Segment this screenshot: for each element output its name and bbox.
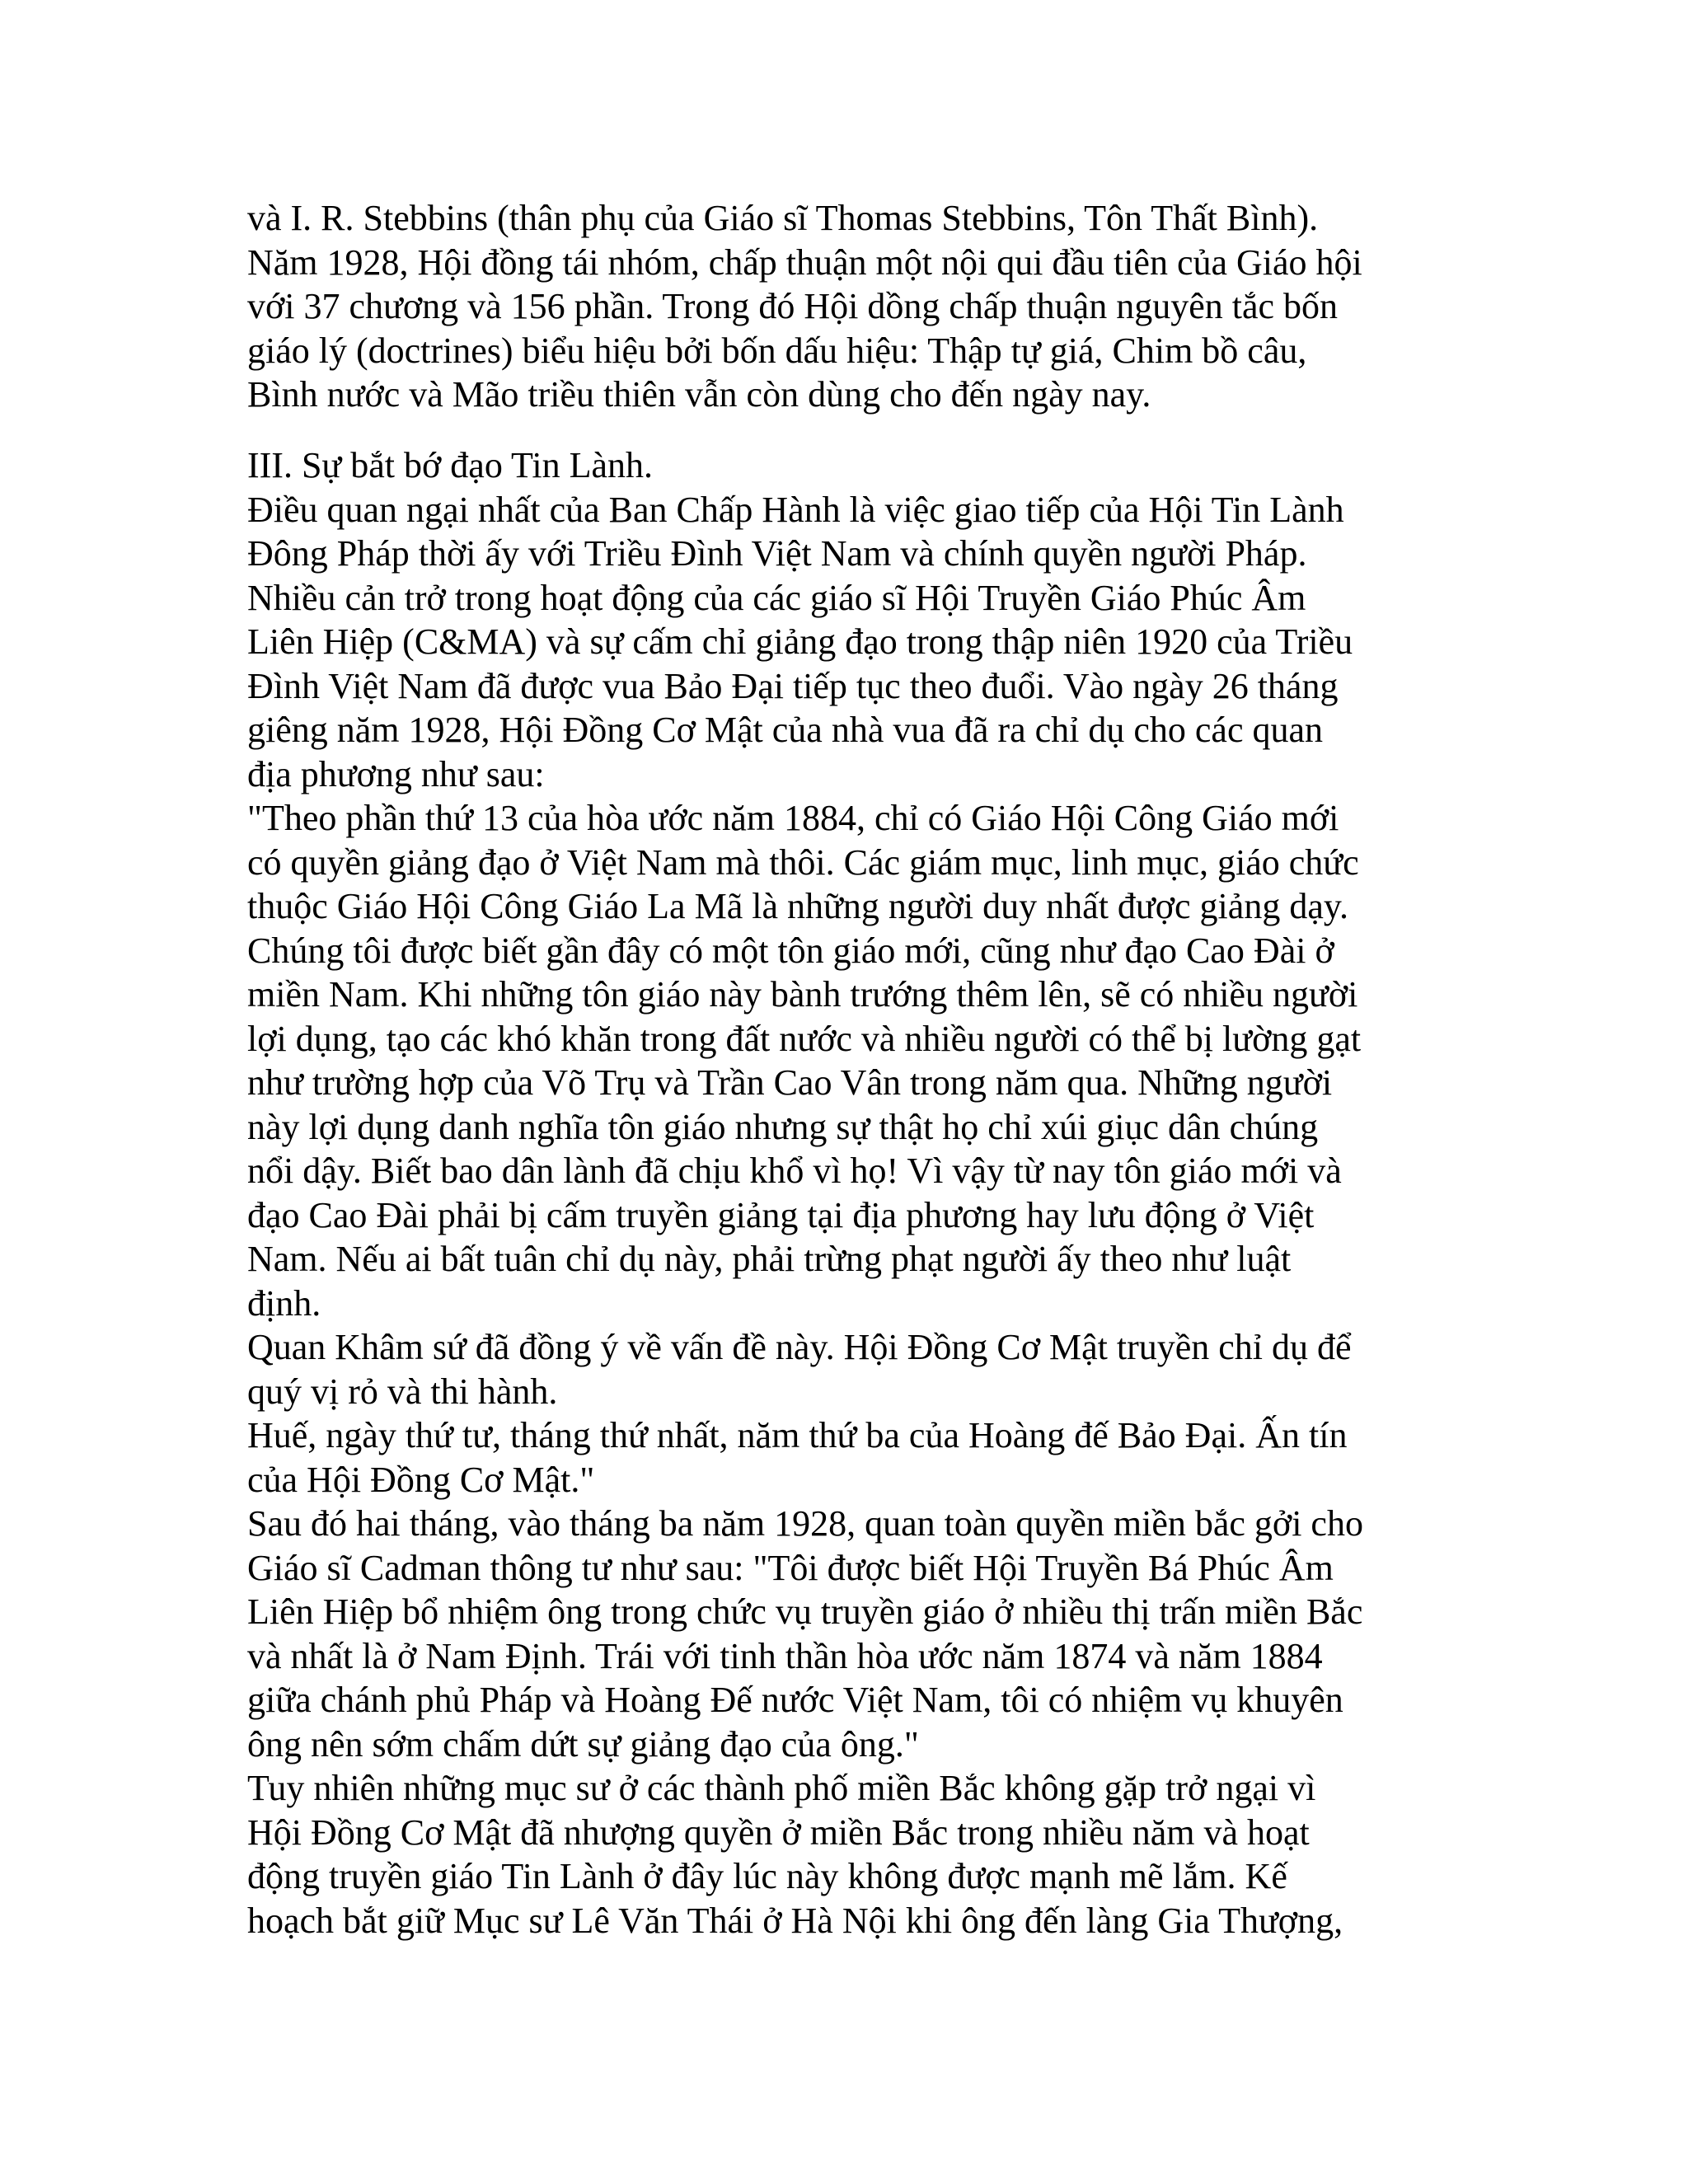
text-line: đạo Cao Đài phải bị cấm truyền giảng tại địa phương hay lưu động ở Việt: [247, 1194, 1315, 1235]
text-line: Đông Pháp thời ấy với Triều Đình Việt Nam và chính quyền người Pháp.: [247, 533, 1307, 574]
text-line: Năm 1928, Hội đồng tái nhóm, chấp thuận một nội qui đầu tiên của Giáo hội: [247, 241, 1362, 283]
text-line: Điều quan ngại nhất của Ban Chấp Hành là việc giao tiếp của Hội Tin Lành: [247, 489, 1344, 530]
text-line: này lợi dụng danh nghĩa tôn giáo nhưng sự thật họ chỉ xúi giục dân chúng: [247, 1106, 1319, 1147]
text-line: Nam. Nếu ai bất tuân chỉ dụ này, phải trừng phạt người ấy theo như luật: [247, 1239, 1292, 1279]
paragraph-stebbins-council: [247, 196, 1451, 417]
text-line: Hội Đồng Cơ Mật đã nhượng quyền ở miền Bắc trong nhiều năm và hoạt: [247, 1811, 1310, 1853]
text-line: nổi dậy. Biết bao dân lành đã chịu khổ vì họ! Vì vậy từ nay tôn giáo mới và: [247, 1151, 1342, 1191]
text-line: giữa chánh phủ Pháp và Hoàng Đế nước Việt Nam, tôi có nhiệm vụ khuyên: [247, 1680, 1343, 1720]
text-line: Chúng tôi được biết gần đây có một tôn giáo mới, cũng như đạo Cao Đài ở: [247, 930, 1334, 971]
text-line: Quan Khâm sứ đã đồng ý về vấn đề này. Hội Đồng Cơ Mật truyền chỉ dụ để: [247, 1327, 1352, 1367]
text-line: Bình nước và Mão triều thiên vẫn còn dùng cho đến ngày nay.: [247, 374, 1151, 415]
text-line: giáo lý (doctrines) biểu hiệu bởi bốn dấu hiệu: Thập tự giá, Chim bồ câu,: [247, 330, 1307, 371]
text-line: của Hội Đồng Cơ Mật.": [247, 1459, 595, 1500]
text-line: hoạch bắt giữ Mục sư Lê Văn Thái ở Hà Nội khi ông đến làng Gia Thượng,: [247, 1900, 1343, 1941]
text-line: và I. R. Stebbins (thân phụ của Giáo sĩ Thomas Stebbins, Tôn Thất Bình).: [247, 198, 1319, 238]
text-line: ông nên sớm chấm dứt sự giảng đạo của ông.": [247, 1723, 919, 1765]
text-line: thuộc Giáo Hội Công Giáo La Mã là những người duy nhất được giảng dạy.: [247, 886, 1348, 926]
text-line: động truyền giáo Tin Lành ở đây lúc này không được mạnh mẽ lắm. Kế: [247, 1856, 1287, 1896]
text-line: Đình Việt Nam đã được vua Bảo Đại tiếp tục theo đuổi. Vào ngày 26 tháng: [247, 665, 1339, 706]
text-line: như trường hợp của Võ Trụ và Trần Cao Vân trong năm qua. Những người: [247, 1062, 1333, 1103]
text-line: "Theo phần thứ 13 của hòa ước năm 1884, chỉ có Giáo Hội Công Giáo mới: [247, 798, 1339, 838]
text-line: địa phương như sau:: [247, 753, 545, 794]
text-line: Liên Hiệp (C&MA) và sự cấm chỉ giảng đạo trong thập niên 1920 của Triều: [247, 621, 1353, 662]
text-line: Sau đó hai tháng, vào tháng ba năm 1928, quan toàn quyền miền bắc gởi cho: [247, 1503, 1363, 1544]
text-line: Tuy nhiên những mục sư ở các thành phố miền Bắc không gặp trở ngại vì: [247, 1768, 1316, 1808]
text-line: quý vị rỏ và thi hành.: [247, 1371, 558, 1412]
text-line: với 37 chương và 156 phần. Trong đó Hội dồng chấp thuận nguyên tắc bốn: [247, 286, 1339, 326]
text-line: miền Nam. Khi những tôn giáo này bành trướng thêm lên, sẽ có nhiều người: [247, 974, 1358, 1015]
text-line: có quyền giảng đạo ở Việt Nam mà thôi. Các giám mục, linh mục, giáo chức: [247, 841, 1359, 883]
text-line: Nhiều cản trở trong hoạt động của các giáo sĩ Hội Truyền Giáo Phúc Âm: [247, 577, 1306, 618]
text-line: Liên Hiệp bổ nhiệm ông trong chức vụ truyền giáo ở nhiều thị trấn miền Bắc: [247, 1591, 1363, 1632]
text-line: và nhất là ở Nam Định. Trái với tinh thần hòa ước năm 1874 và năm 1884: [247, 1635, 1323, 1676]
text-line: giêng năm 1928, Hội Đồng Cơ Mật của nhà vua đã ra chỉ dụ cho các quan: [247, 710, 1324, 750]
text-line: Huế, ngày thứ tư, tháng thứ nhất, năm thứ ba của Hoàng đế Bảo Đại. Ấn tín: [247, 1415, 1348, 1455]
text-line: Giáo sĩ Cadman thông tư như sau: "Tôi được biết Hội Truyền Bá Phúc Âm: [247, 1547, 1334, 1588]
text-line: lợi dụng, tạo các khó khăn trong đất nước và nhiều người có thể bị lường gạt: [247, 1018, 1362, 1059]
section-heading: III. Sự bắt bớ đạo Tin Lành.: [247, 445, 653, 485]
section-persecution: [247, 443, 1451, 1943]
text-line: định.: [247, 1282, 321, 1324]
